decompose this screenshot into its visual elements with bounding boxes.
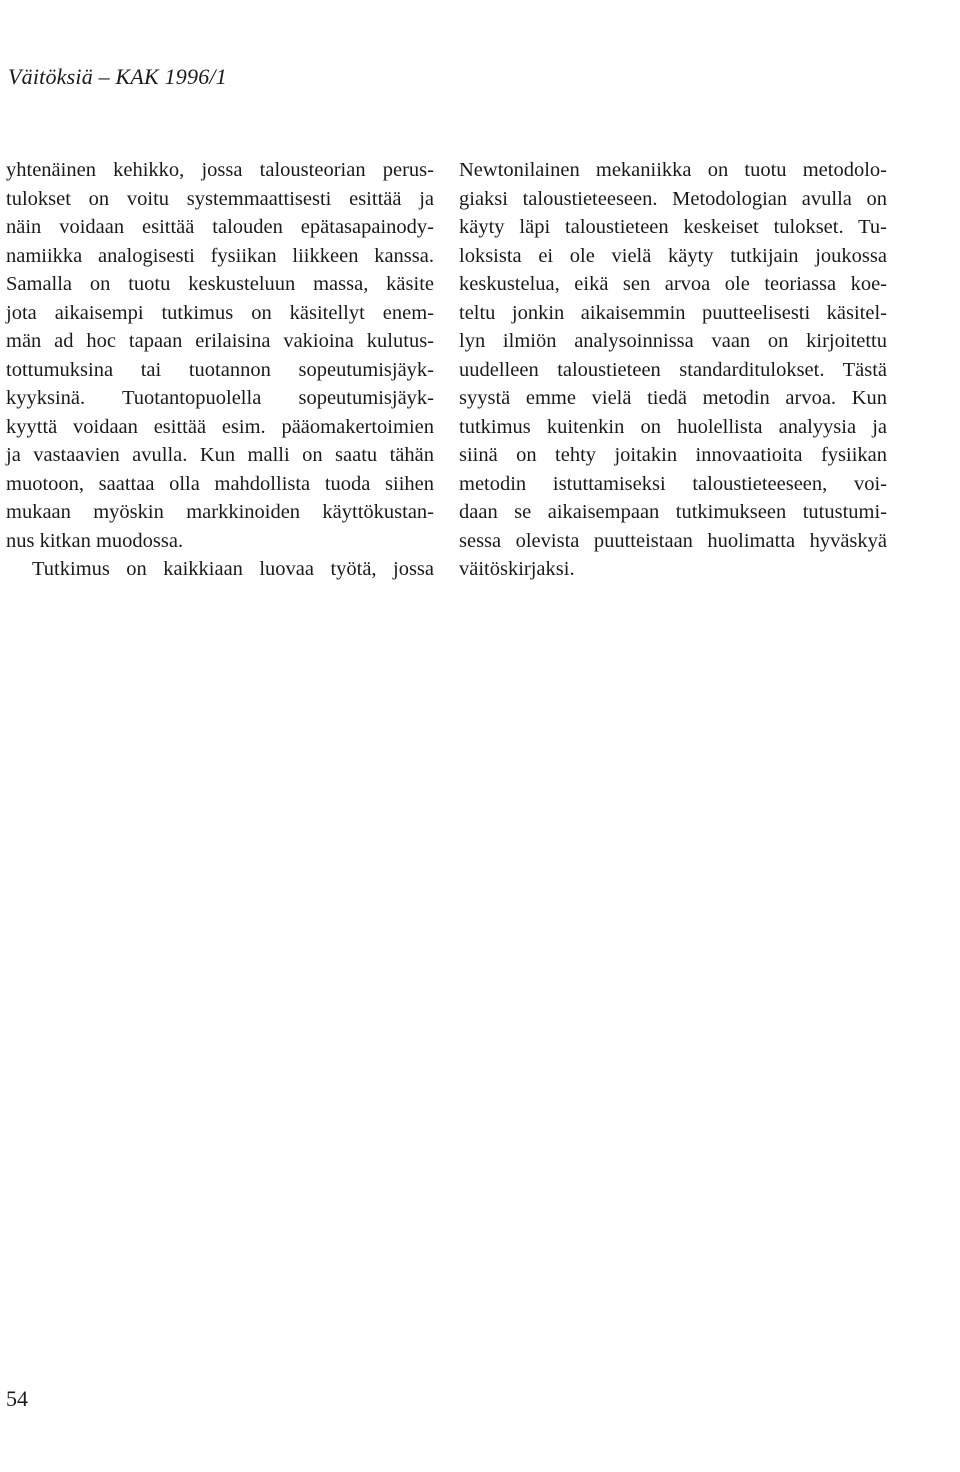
- text-line: Samalla on tuotu keskusteluun massa, käsite: [6, 273, 434, 295]
- text-line: muotoon, saattaa olla mahdollista tuoda siihen: [6, 472, 434, 495]
- text-line: uudelleen taloustieteen standarditulokset. Tästä: [459, 358, 887, 381]
- text-column-left: [6, 156, 434, 584]
- running-header: Väitöksiä – KAK 1996/1: [8, 64, 227, 89]
- text-line: män ad hoc tapaan erilaisina vakioina kulutus-: [6, 330, 434, 352]
- text-line: syystä emme vielä tiedä metodin arvoa. Kun: [459, 387, 887, 409]
- text-line: Tutkimus on kaikkiaan luovaa työtä, jossa: [32, 558, 434, 580]
- text-line: Newtonilainen mekaniikka on tuotu metodolo-: [459, 159, 887, 181]
- text-column-right: [459, 156, 887, 584]
- text-line: käyty läpi taloustieteen keskeiset tulokset. Tu-: [459, 216, 887, 238]
- text-line: namiikka analogisesti fysiikan liikkeen kanssa.: [6, 244, 434, 267]
- text-line: väitöskirjaksi.: [459, 558, 575, 580]
- text-line: keskustelua, eikä sen arvoa ole teoriassa koe-: [459, 273, 887, 295]
- text-line: teltu jonkin aikaisemmin puutteelisesti käsitel-: [459, 301, 887, 324]
- text-line: yhtenäinen kehikko, jossa talousteorian perus-: [6, 159, 434, 181]
- text-line: loksista ei ole vielä käyty tutkijain joukossa: [459, 244, 887, 267]
- text-line: tutkimus kuitenkin on huolellista analyysia ja: [459, 415, 887, 438]
- text-line: kyyksinä. Tuotantopuolella sopeutumisjäyk-: [6, 387, 434, 409]
- text-line: lyn ilmiön analysoinnissa vaan on kirjoitettu: [459, 330, 887, 352]
- text-line: nus kitkan muodossa.: [6, 529, 184, 552]
- text-line: siinä on tehty joitakin innovaatioita fysiikan: [459, 444, 887, 466]
- text-line: kyyttä voidaan esittää esim. pääomakertoimien: [6, 415, 434, 438]
- page-number: 54: [6, 1386, 28, 1411]
- text-line: jota aikaisempi tutkimus on käsitellyt enem-: [6, 301, 434, 324]
- text-line: sessa olevista puutteistaan huolimatta hyväskyä: [459, 529, 887, 552]
- text-line: metodin istuttamiseksi taloustieteeseen, voi-: [459, 472, 887, 495]
- text-line: tulokset on voitu systemmaattisesti esittää ja: [6, 187, 434, 210]
- text-line: tottumuksina tai tuotannon sopeutumisjäyk-: [6, 358, 434, 381]
- text-line: näin voidaan esittää talouden epätasapainody-: [6, 216, 434, 238]
- text-line: mukaan myöskin markkinoiden käyttökustan-: [6, 501, 434, 523]
- text-line: ja vastaavien avulla. Kun malli on saatu tähän: [6, 444, 434, 466]
- text-line: giaksi taloustieteeseen. Metodologian avulla on: [459, 187, 887, 210]
- text-line: daan se aikaisempaan tutkimukseen tutustumi-: [459, 501, 887, 523]
